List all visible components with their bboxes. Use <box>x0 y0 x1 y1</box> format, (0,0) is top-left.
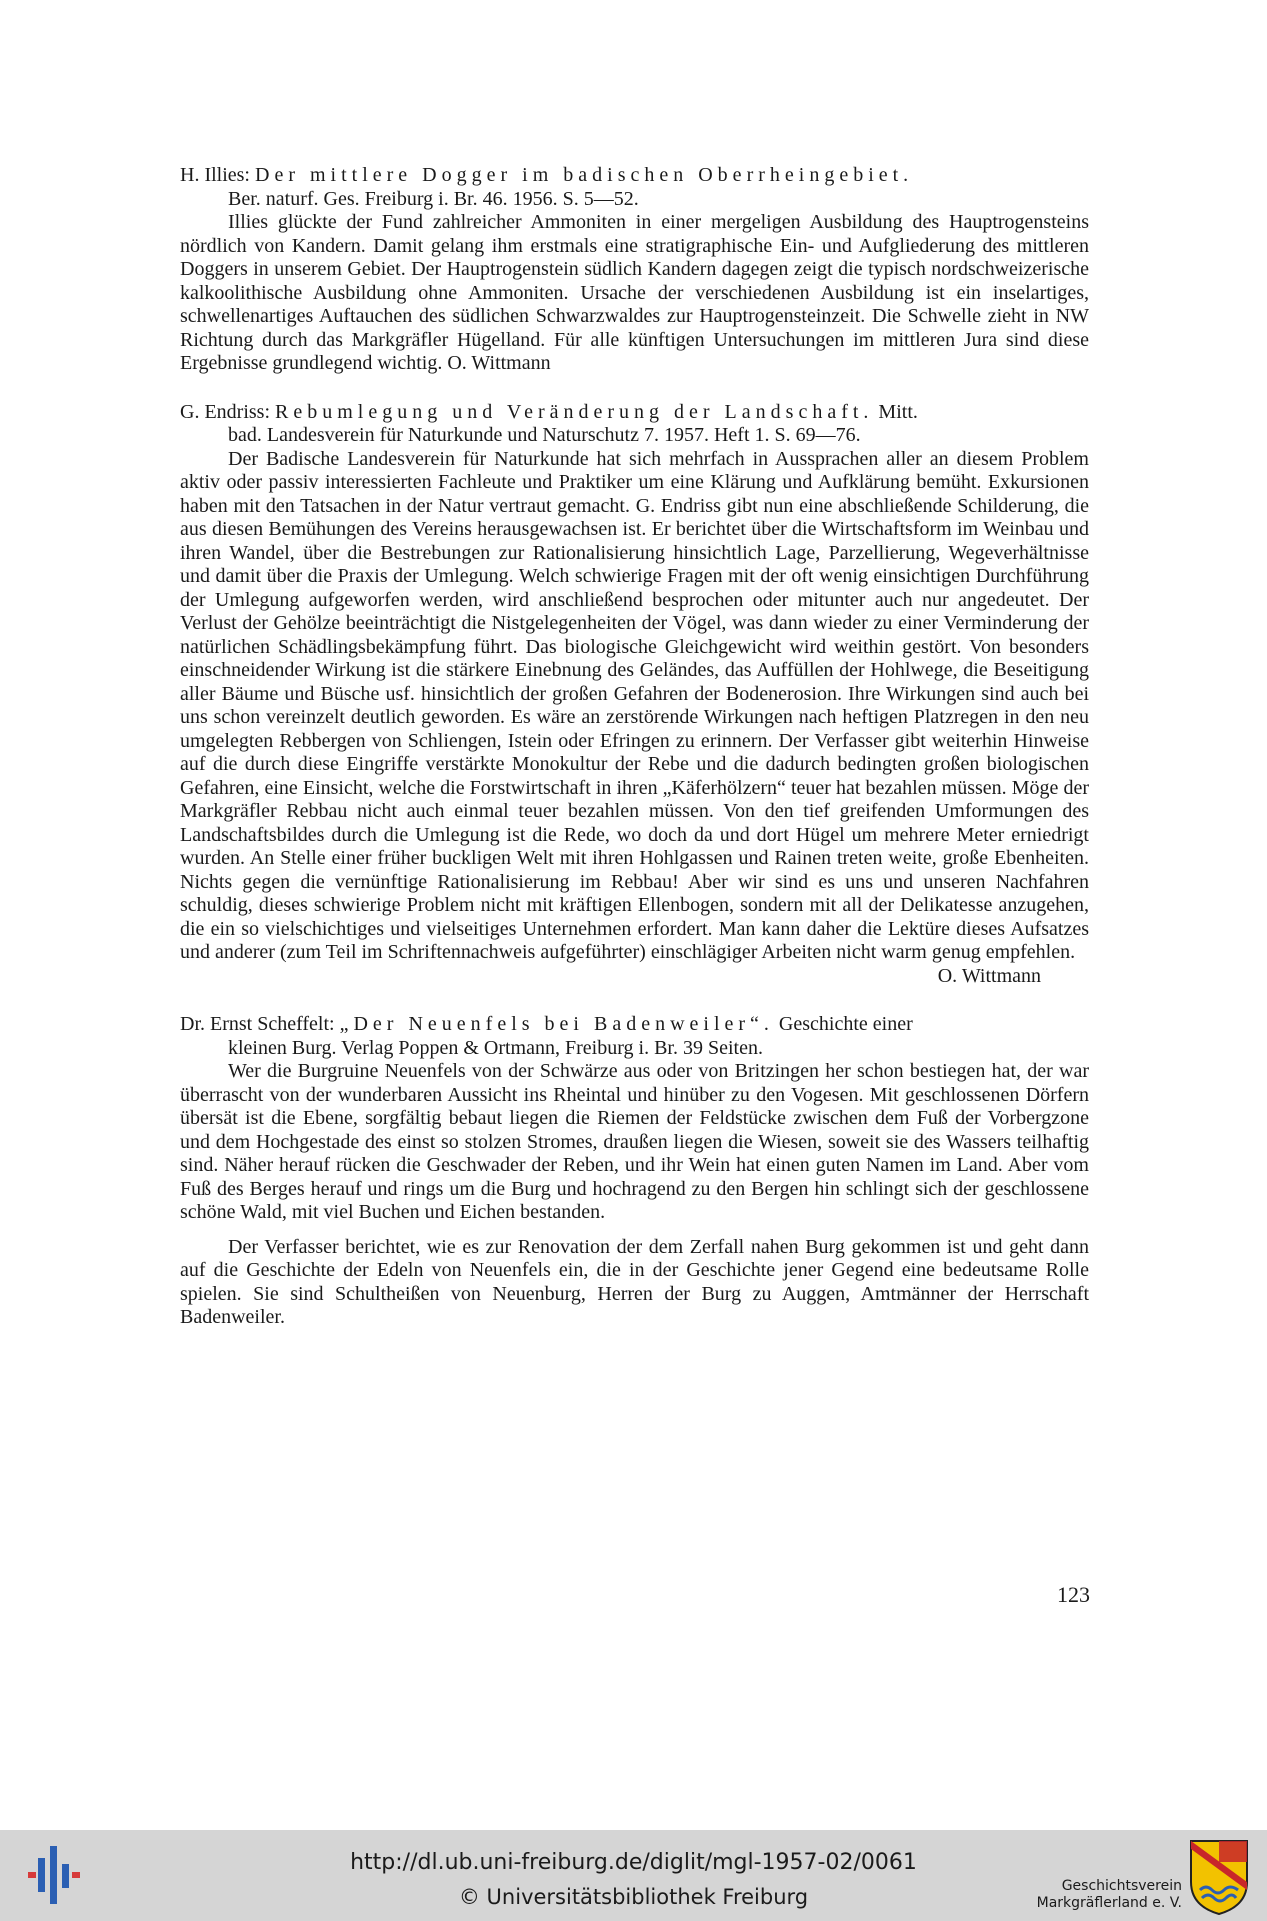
entry-paragraph: Der Badische Landesverein für Naturkunde hat sich mehrfach in Aussprachen aller an diesem Problem aktiv oder passiv interessierten Fachleute und Praktiker um eine Klärung und Aufklärung bemüht. Exkursionen haben mit den Tatsachen in der Natur vertraut gemacht. G. Endriss gibt nun eine abschließende Schilderung, die aus diesen Bemühungen des Vereins herausgewachsen ist. Er berichtet über die Wirtschaftsform im Weinbau und ihren Wandel, über die Bestrebungen zur Rationalisierung hinsichtlich Lage, Parzellierung, Wegeverhältnisse und damit über die Praxis der Umlegung. Welch schwierige Fragen mit der oft wenig einsichtigen Durchführung der Umlegung aufgeworfen werden, wird anschließend besprochen oder mitunter auch nur angedeutet. Der Verlust der Gehölze beeinträchtigt die Nistgelegenheiten der Vögel, was dann wieder zu einer Verminderung der natürlichen Schädlingsbekämpfung führt. Das biologische Gleichgewicht wird weithin gestört. Von besonders einschneidender Wirkung ist die stärkere Einebnung des Geländes, das Auffüllen der Hohlwege, die Beseitigung aller Bäume und Büsche usf. hinsichtlich der großen Gefahren der Bodenerosion. Ihre Wirkungen sind auch bei uns schon vereinzelt deutlich geworden. Es wäre an zerstörende Wirkungen nach heftigen Platzregen in den neu umgelegten Rebbergen von Schliengen, Istein oder Efringen zu erinnern. Der Verfasser gibt weiterhin Hinweise auf die durch diese Eingriffe verstärkte Monokultur der Rebe und die dadurch bedingten großen biologischen Gefahren, eine Einsicht, welche die Forstwirtschaft in ihren „Käferhölzern“ teuer hat bezahlen müssen. Möge der Markgräfler Rebbau nicht auch einmal teuer bezahlen müssen. Von den tief greifenden Umformungen des Landschaftsbildes durch die Umlegung ist die Rede, wo doch da und dort Hügel um mehrere Meter erniedrigt wurden. An Stelle einer früher buckligen Welt mit ihren Hohlgassen und Rainen treten weite, große Ebenheiten. Nichts gegen die vernünftige Rationalisierung im Rebbau! Aber wir sind es uns und unseren Nachfahren schuldig, dieses schwierige Problem nicht mit kräftigen Ellenbogen, sondern mit all der Delikatesse anzugehen, die ein so vielschichtiges und vielseitiges Unternehmen erfordert. Man kann daher die Lektüre dieses Aufsatzes und anderer (zum Teil im Schriftennachweis aufgeführter) einschlägiger Arbeiten nicht warm genug empfehlen. O. Wittmann <box>180 447 1089 987</box>
entry-body <box>180 1060 1089 1330</box>
entry-citation: bad. Landesverein für Naturkunde und Naturschutz 7. 1957. Heft 1. S. 69—76. <box>228 424 861 446</box>
entry-heading <box>180 1013 1089 1037</box>
entry-paragraph: Der Verfasser berichtet, wie es zur Renovation der dem Zerfall nahen Burg gekommen ist und geht dann auf die Geschichte der Edeln von Neuenfels ein, die in der Geschichte jener Gegend eine bedeutsame Rolle spielen. Sie sind Schultheißen von Neuenburg, Herren der Burg zu Auggen, Amtmänner der Herrschaft Badenweiler. <box>180 1235 1089 1328</box>
society-name <box>1020 1878 1182 1912</box>
page-number: 123 <box>1057 1582 1090 1607</box>
coat-of-arms-icon <box>1188 1838 1250 1916</box>
entry-title-suffix: Mitt. <box>878 400 918 423</box>
document-body <box>180 164 1089 1355</box>
entry-paragraph: Illies glückte der Fund zahlreicher Ammoniten in einer mergeligen Ausbildung des Hauptrogensteins nördlich von Kandern. Damit gelang ihm erstmals eine stratigraphische Ein- und Aufgliederung des mittleren Doggers in unserem Gebiet. Der Hauptrogenstein südlich Kandern dagegen zeigt die typisch nordschweizerische kalkoolithische Ausbildung ohne Ammoniten. Ursache der verschiedenen Ausbildung ist ein inselartiges, schwellenartiges Auftauchen des südlichen Schwarzwaldes zur Hauptrogensteinzeit. Die Schwelle zieht in NW Richtung durch das Markgräfler Hügelland. Für alle künftigen Untersuchungen im mittleren Jura sind diese Ergebnisse grundlegend wichtig. O. Wittmann <box>180 211 1089 374</box>
entry-heading <box>180 164 1089 188</box>
entry-author: G. Endriss: <box>180 400 270 423</box>
entry-title-suffix: Geschichte einer <box>778 1013 913 1035</box>
entry-signature: O. Wittmann <box>937 964 1041 987</box>
entry-title: „Der Neuenfels bei Badenweiler“. <box>339 1013 774 1035</box>
entry-author: Dr. Ernst Scheffelt: <box>180 1013 335 1035</box>
entry-title: Rebumlegung und Veränderung der Landschaft. <box>275 400 874 423</box>
review-entry-scheffelt <box>180 1013 1089 1330</box>
entry-heading <box>180 401 1089 425</box>
copyright-text: © Universitätsbibliothek Freiburg <box>458 1885 809 1909</box>
entry-paragraph: Wer die Burgruine Neuenfels von der Schwärze aus oder von Britzingen her schon bestiegen hat, der war überrascht von der wunderbaren Aussicht ins Rheintal und hinüber zu den Vogesen. Mit geschlossenen Dörfern übersät ist die Ebene, sorgfältig bebaut liegen die Riemen der Feldstücke zwischen dem Fuß der Vorbergzone und dem Hochgestade des einst so stolzen Stromes, draußen liegen die Wiesen, soweit sie des Wassers teilhaftig sind. Näher herauf rücken die Geschwader der Reben, und ihr Wein hat einen guten Namen im Land. Aber vom Fuß des Berges herauf und rings um die Burg und hochragend zu den Bergen hin schlingt sich der geschlossene schöne Wald, mit viel Buchen und Eichen bestanden. <box>180 1060 1089 1223</box>
entry-body <box>180 211 1089 376</box>
entry-author: H. Illies: <box>180 164 250 186</box>
entry-citation: Ber. naturf. Ges. Freiburg i. Br. 46. 1956. S. 5—52. <box>228 187 639 210</box>
permalink-link[interactable]: http://dl.ub.uni-freiburg.de/diglit/mgl-1957-02/0061 <box>350 1850 917 1875</box>
society-name-line1: Geschichtsverein <box>1061 1878 1182 1894</box>
entry-title: Der mittlere Dogger im badischen Oberrheingebiet. <box>255 164 914 186</box>
society-name-line2: Markgräflerland e. V. <box>1036 1895 1182 1911</box>
review-entry-illies <box>180 164 1089 376</box>
entry-citation: kleinen Burg. Verlag Poppen & Ortmann, Freiburg i. Br. 39 Seiten. <box>228 1036 763 1059</box>
entry-body <box>180 448 1089 989</box>
review-entry-endriss <box>180 401 1089 989</box>
